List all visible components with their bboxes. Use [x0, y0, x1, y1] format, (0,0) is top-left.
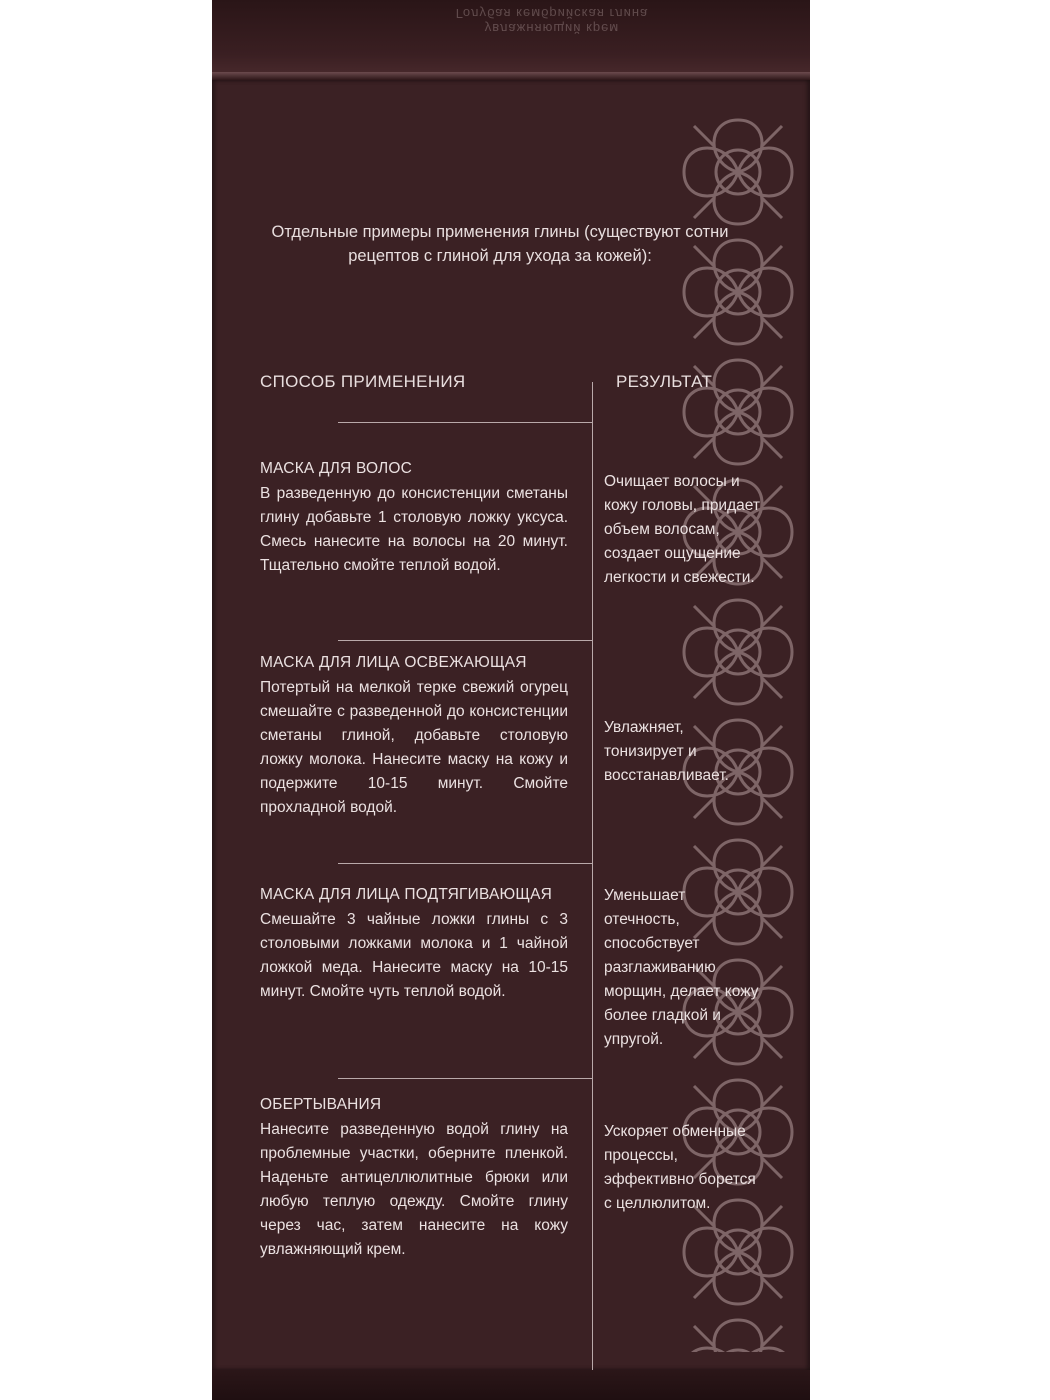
row-method: Потертый на мелкой терке свежий огурец смешайте с разведенной до консистенции сметаны глиной, добавьте столовую ложку молока. Нанесите маску на кожу и подержите 10-15 минут. Смойте прохладной водой. [260, 679, 568, 816]
row-divider [338, 863, 592, 864]
row-divider [338, 422, 592, 423]
row-title: МАСКА ДЛЯ ЛИЦА ОСВЕЖАЮЩАЯ [260, 654, 527, 671]
row-result: Ускоряет обменные процессы, эффективно борется с целлюлитом. [604, 1123, 756, 1212]
row-title: ОБЕРТЫВАНИЯ [260, 1096, 382, 1113]
box-top-flap [212, 0, 810, 78]
top-flap-text [362, 6, 742, 36]
row-divider [338, 640, 592, 641]
header-result: РЕЗУЛЬТАТ [616, 372, 713, 391]
intro-text: Отдельные примеры применения глины (существуют сотни рецептов с глиной для ухода за кожей): [271, 223, 729, 265]
top-flap-line: Голубая кембрийская глина [455, 6, 649, 21]
product-box [212, 0, 810, 1400]
top-flap-line: увлажняющий крем [484, 21, 620, 36]
row-result: Очищает волосы и кожу головы, придает объем волосам, создает ощущение легкости и свежести. [604, 473, 760, 586]
row-method: В разведенную до консистенции сметаны глину добавьте 1 столовую ложку уксуса. Смесь нанесите на волосы на 20 минут. Тщательно смойте теплой водой. [260, 485, 568, 574]
header-method: СПОСОБ ПРИМЕНЕНИЯ [260, 372, 466, 391]
box-top-edge [212, 72, 810, 80]
box-bottom-edge [212, 1370, 810, 1400]
row-method: Нанесите разведенную водой глину на проблемные участки, оберните пленкой. Наденьте антицеллюлитные брюки или любую теплую одежду. Смойте глину через час, затем нанесите на кожу увлажняющий крем. [260, 1121, 568, 1258]
column-divider [592, 382, 593, 1372]
row-title: МАСКА ДЛЯ ВОЛОС [260, 460, 413, 477]
row-title: МАСКА ДЛЯ ЛИЦА ПОДТЯГИВАЮЩАЯ [260, 886, 553, 903]
row-result: Уменьшает отечность, способствует разглаживанию морщин, делает кожу более гладкой и упругой. [604, 887, 759, 1048]
row-method: Смешайте 3 чайные ложки глины с 3 столовыми ложками молока и 1 чайной ложкой меда. Нанесите маску на 10-15 минут. Смойте чуть теплой водой. [260, 911, 568, 1000]
row-divider [338, 1078, 592, 1079]
row-result: Увлажняет, тонизирует и восстанавливает. [604, 719, 729, 784]
back-panel [212, 80, 810, 1370]
